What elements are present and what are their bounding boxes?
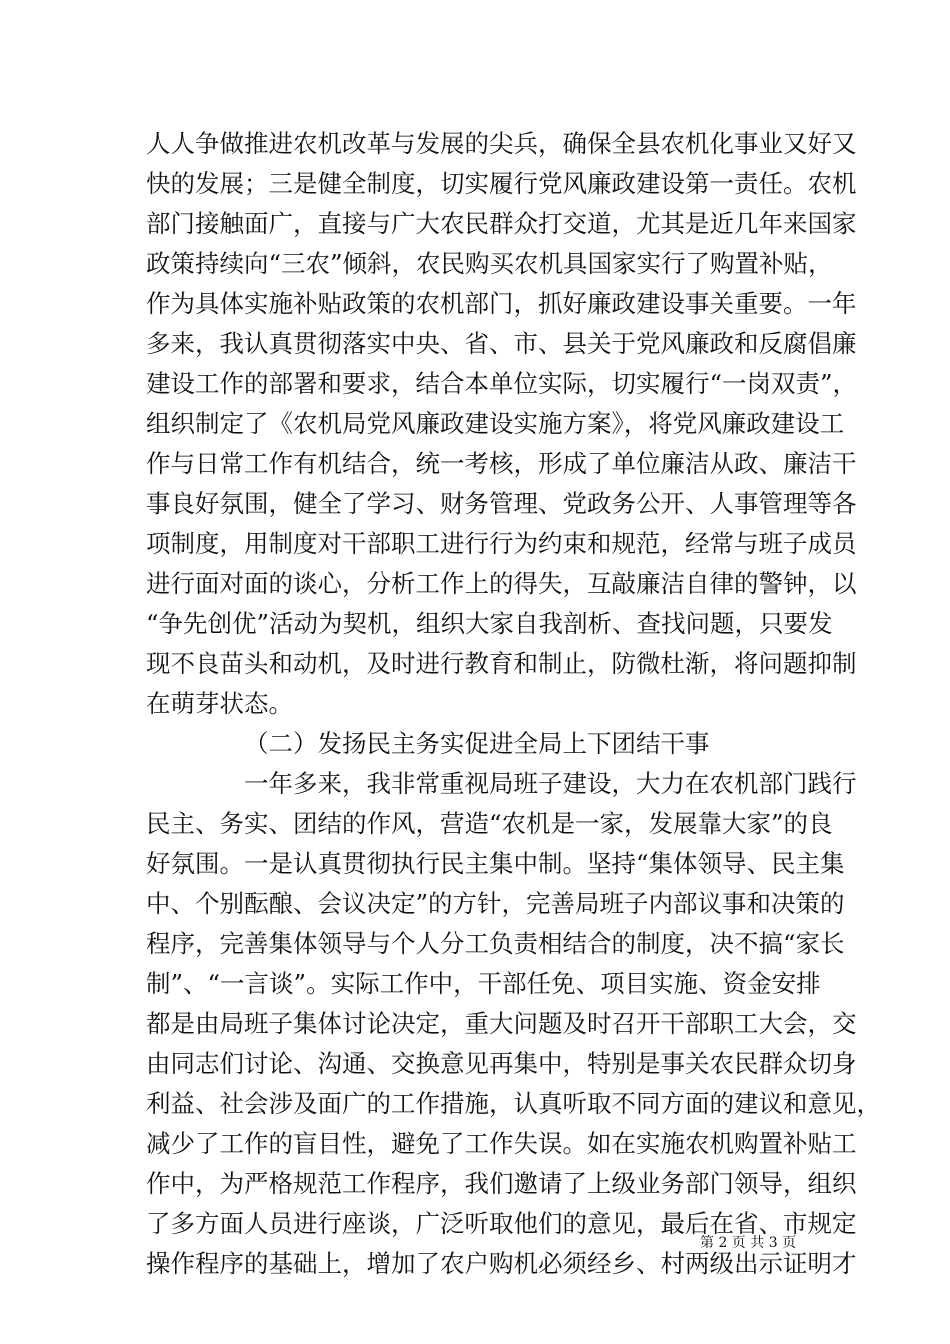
text-line: 部门接触面广，直接与广大农民群众打交道，尤其是近几年来国家: [146, 209, 857, 238]
text-line: 民主、务实、团结的作风，营造“农机是一家，发展靠大家”的良: [146, 809, 833, 838]
page-number: 第 2 页 共 3 页: [700, 1235, 797, 1251]
section-heading: （二）发扬民主务实促进全局上下团结干事: [244, 729, 710, 758]
text-line: 快的发展；三是健全制度，切实履行党风廉政建设第一责任。农机: [146, 169, 857, 198]
text-line: 项制度，用制度对干部职工进行行为约束和规范，经常与班子成员: [146, 529, 857, 558]
text-line: 政策持续向“三农”倾斜，农民购买农机具国家实行了购置补贴，: [146, 249, 833, 278]
text-line: 作与日常工作有机结合，统一考核，形成了单位廉洁从政、廉洁干: [146, 449, 857, 478]
text-line: 中、个别酝酿、会议决定”的方针，完善局班子内部议事和决策的: [146, 889, 845, 918]
text-line: 作中，为严格规范工作程序，我们邀请了上级业务部门领导，组织: [146, 1169, 857, 1198]
text-line: 利益、社会涉及面广的工作措施，认真听取不同方面的建议和意见，: [146, 1089, 881, 1118]
text-line: 好氛围。一是认真贯彻执行民主集中制。坚持“集体领导、民主集: [146, 849, 845, 878]
text-line: 人人争做推进农机改革与发展的尖兵，确保全县农机化事业又好又: [146, 129, 857, 158]
text-line: 一年多来，我非常重视局班子建设，大力在农机部门践行: [244, 769, 857, 798]
text-line: 在萌芽状态。: [146, 689, 293, 718]
text-line: “争先创优”活动为契机，组织大家自我剖析、查找问题，只要发: [146, 609, 833, 638]
text-line: 事良好氛围，健全了学习、财务管理、党政务公开、人事管理等各: [146, 489, 857, 518]
text-line: 制”、“一言谈”。实际工作中，干部任免、项目实施、资金安排: [146, 969, 821, 998]
text-line: 减少了工作的盲目性，避免了工作失误。如在实施农机购置补贴工: [146, 1129, 857, 1158]
text-line: 建设工作的部署和要求，结合本单位实际，切实履行“一岗双责”，: [146, 369, 858, 398]
text-line: 由同志们讨论、沟通、交换意见再集中，特别是事关农民群众切身: [146, 1049, 857, 1078]
text-line: 程序，完善集体领导与个人分工负责相结合的制度，决不搞“家长: [146, 929, 845, 958]
text-line: 组织制定了《农机局党风廉政建设实施方案》，将党风廉政建设工: [146, 409, 845, 438]
text-line: 了多方面人员进行座谈，广泛听取他们的意见，最后在省、市规定: [146, 1209, 857, 1238]
text-line: 现不良苗头和动机，及时进行教育和制止，防微杜渐，将问题抑制: [146, 649, 857, 678]
text-line: 作为具体实施补贴政策的农机部门，抓好廉政建设事关重要。一年: [146, 289, 857, 318]
text-line: 操作程序的基础上，增加了农户购机必须经乡、村两级出示证明才: [146, 1249, 857, 1278]
text-line: 多来，我认真贯彻落实中央、省、市、县关于党风廉政和反腐倡廉: [146, 329, 857, 358]
text-line: 进行面对面的谈心，分析工作上的得失，互敲廉洁自律的警钟，以: [146, 569, 857, 598]
text-line: 都是由局班子集体讨论决定，重大问题及时召开干部职工大会，交: [146, 1009, 857, 1038]
